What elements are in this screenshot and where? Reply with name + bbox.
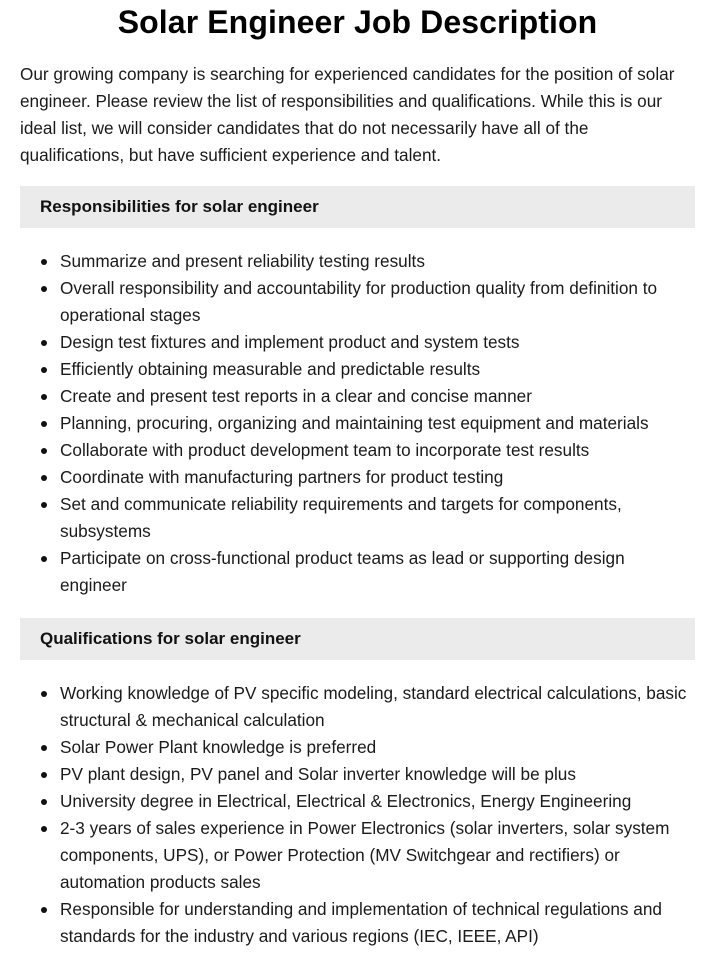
list-item-text: Collaborate with product development team to incorporate test results: [60, 440, 590, 460]
list-item: [20, 788, 695, 815]
bullet-icon: [41, 826, 47, 832]
list-item: [20, 383, 695, 410]
list-item: [20, 410, 695, 437]
list-item: [20, 761, 695, 788]
bullet-icon: [41, 394, 47, 400]
responsibilities-heading: Responsibilities for solar engineer: [20, 186, 695, 228]
list-item-text: Participate on cross-functional product teams as lead or supporting design engineer: [60, 548, 625, 595]
list-item: [20, 437, 695, 464]
bullet-icon: [41, 340, 47, 346]
list-item-text: Solar Power Plant knowledge is preferred: [60, 737, 377, 757]
bullet-icon: [41, 259, 47, 265]
list-item-text: Responsible for understanding and implementation of technical regulations and standards for the industry and various regions (IEC, IEEE, API): [60, 899, 662, 946]
list-item-text: Planning, procuring, organizing and maintaining test equipment and materials: [60, 413, 649, 433]
bullet-icon: [41, 475, 47, 481]
list-item-text: Set and communicate reliability requirements and targets for components, subsystems: [60, 494, 622, 541]
list-item: [20, 680, 695, 734]
list-item-text: Overall responsibility and accountability for production quality from definition to operational stages: [60, 278, 658, 325]
bullet-icon: [41, 745, 47, 751]
list-item: [20, 734, 695, 761]
list-item: [20, 275, 695, 329]
bullet-icon: [41, 691, 47, 697]
qualifications-heading: Qualifications for solar engineer: [20, 618, 695, 660]
qualifications-list: [20, 680, 695, 950]
bullet-icon: [41, 772, 47, 778]
list-item: [20, 356, 695, 383]
bullet-icon: [41, 502, 47, 508]
list-item-text: Design test fixtures and implement product and system tests: [60, 332, 520, 352]
bullet-icon: [41, 799, 47, 805]
bullet-icon: [41, 448, 47, 454]
list-item-text: University degree in Electrical, Electrical & Electronics, Energy Engineering: [60, 791, 632, 811]
list-item-text: Working knowledge of PV specific modeling, standard electrical calculations, basic structural & mechanical calculation: [60, 683, 687, 730]
list-item: [20, 815, 695, 896]
list-item: [20, 464, 695, 491]
bullet-icon: [41, 421, 47, 427]
bullet-icon: [41, 286, 47, 292]
list-item-text: Efficiently obtaining measurable and predictable results: [60, 359, 481, 379]
responsibilities-list: [20, 248, 695, 599]
list-item-text: 2-3 years of sales experience in Power Electronics (solar inverters, solar system components, UPS), or Power Protection (MV Switchgear and rectifiers) or automation products sales: [60, 818, 670, 892]
list-item-text: Summarize and present reliability testing results: [60, 251, 425, 271]
bullet-icon: [41, 907, 47, 913]
list-item: [20, 896, 695, 950]
list-item: [20, 329, 695, 356]
bullet-icon: [41, 556, 47, 562]
list-item: [20, 248, 695, 275]
list-item-text: Create and present test reports in a clear and concise manner: [60, 386, 532, 406]
bullet-icon: [41, 367, 47, 373]
list-item-text: PV plant design, PV panel and Solar inverter knowledge will be plus: [60, 764, 576, 784]
page-title: Solar Engineer Job Description: [117, 4, 598, 40]
list-item: [20, 491, 695, 545]
list-item-text: Coordinate with manufacturing partners for product testing: [60, 467, 504, 487]
list-item: [20, 545, 695, 599]
intro-paragraph: Our growing company is searching for experienced candidates for the position of solar engineer. Please review the list of responsibilities and qualifications. While this is our ideal list, we will consider candidates that do not necessarily have all of the qualifications, but have sufficient experience and talent.: [20, 64, 675, 165]
